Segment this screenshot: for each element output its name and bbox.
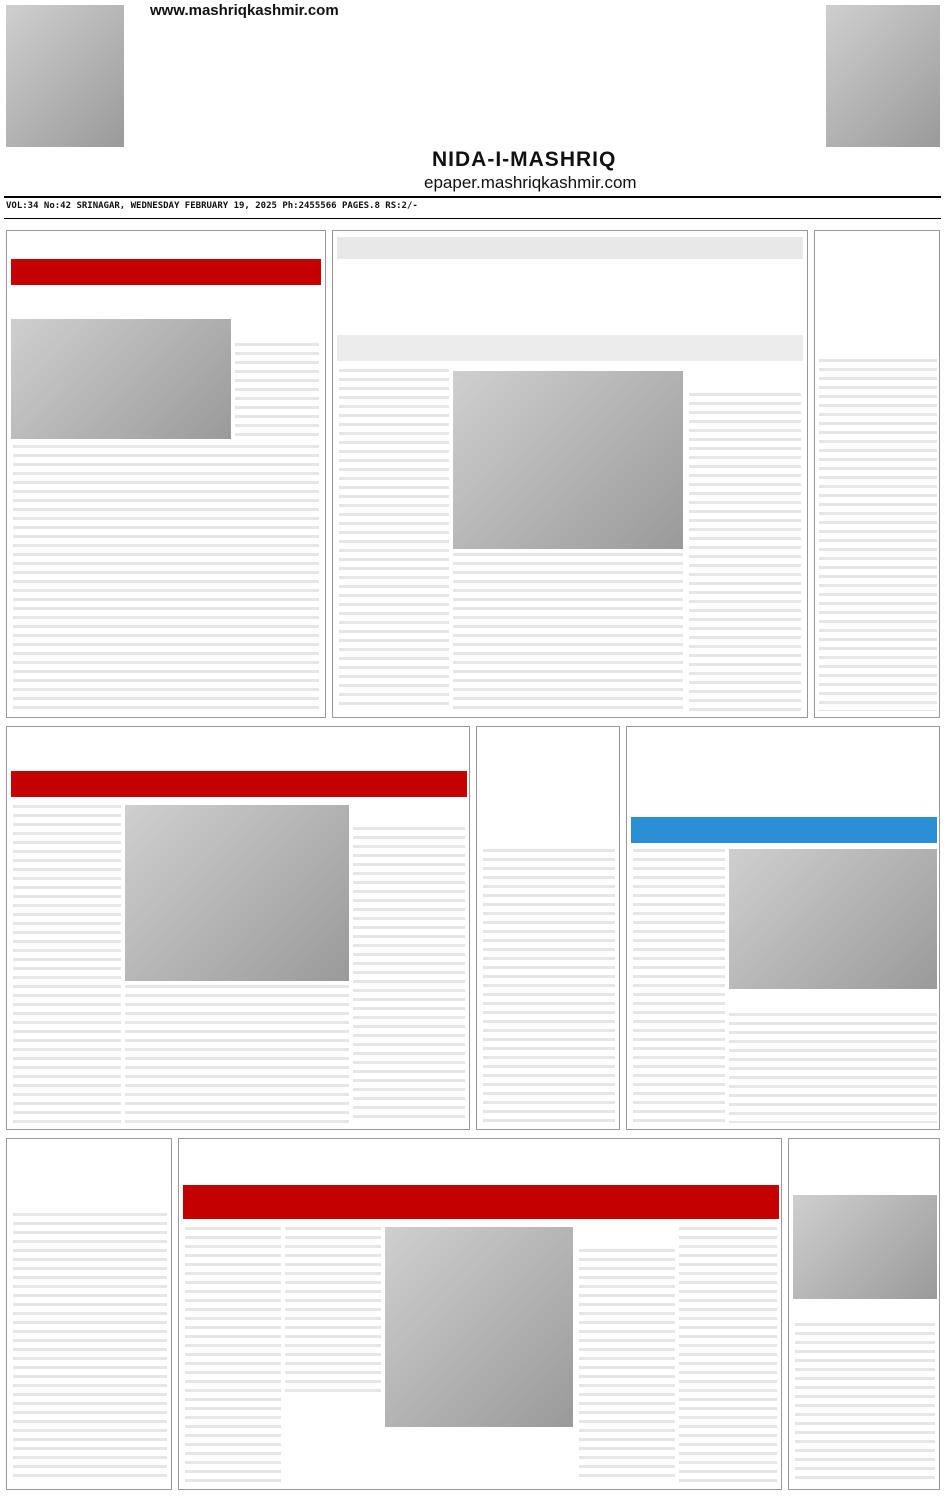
lead-subhead (337, 335, 803, 361)
lead-kicker (337, 237, 803, 259)
mid-center-body (483, 849, 615, 1123)
bottom-center-col-3 (579, 1249, 675, 1483)
masthead-rule (4, 196, 941, 198)
sidebar-headline-1 (819, 237, 937, 257)
mid-left-col-1 (13, 805, 121, 1123)
body-text (235, 343, 319, 439)
mid-left-photo-press (125, 805, 349, 981)
dateline-rule (4, 218, 941, 219)
latin-masthead-title: NIDA-I-MASHRIQ (432, 148, 617, 171)
bottom-center-headline (183, 1143, 779, 1183)
bottom-center-col-2 (285, 1227, 381, 1397)
article-bottom-center (178, 1138, 782, 1490)
mid-center-dateline (481, 829, 617, 845)
lead-col-right (689, 393, 801, 711)
mid-center-headline-3 (481, 803, 617, 823)
bottom-center-caption (285, 1431, 573, 1483)
bottom-right-photo-cash (793, 1195, 937, 1299)
tagline-left (226, 54, 296, 80)
article-mid-right (626, 726, 940, 1130)
masthead-photo-left (6, 5, 124, 147)
mid-left-headline (11, 731, 467, 767)
box-left (150, 163, 410, 191)
article-mid-center (476, 726, 620, 1130)
website-url[interactable]: www.mashriqkashmir.com (150, 2, 339, 19)
mid-left-subhead-bar (11, 771, 467, 797)
bottom-center-subhead (183, 1185, 779, 1197)
mid-right-body (729, 1013, 937, 1123)
body-text-columns (13, 445, 319, 711)
sidebar-headline-2 (819, 281, 937, 301)
bottom-left-headline-2 (11, 1167, 169, 1189)
dateline-right (520, 200, 940, 216)
dateline-left: VOL:34 No:42 SRINAGAR, WEDNESDAY FEBRUARY 19, 2025 Ph:2455566 PAGES.8 RS:2/- (6, 201, 418, 211)
bottom-right-body (795, 1323, 935, 1483)
lead-photo-dry-river (453, 371, 683, 549)
subhead-bar (11, 259, 321, 285)
bottom-center-photo-signing (385, 1227, 573, 1427)
bottom-right-dateline (793, 1303, 937, 1319)
bottom-left-body (13, 1213, 167, 1483)
mid-left-col-3 (353, 827, 465, 1123)
article-top-left (6, 230, 326, 718)
bottom-left-dateline (11, 1193, 169, 1209)
photo-meeting (11, 319, 231, 439)
sidebar-headline-3 (819, 317, 937, 337)
mid-left-dateline (353, 807, 465, 823)
sidebar-body (819, 359, 937, 711)
mid-left-col-2 (125, 985, 349, 1123)
bottom-left-headline-1 (11, 1145, 169, 1165)
masthead-photo-right (826, 5, 940, 147)
article-bottom-left (6, 1138, 172, 1490)
urdu-masthead-title (300, 20, 690, 150)
mid-right-photo-snow (729, 849, 937, 989)
mid-right-headline (631, 739, 937, 773)
article-lead (332, 230, 808, 718)
headline (13, 235, 319, 257)
bottom-center-col-4 (679, 1227, 777, 1483)
mid-center-headline-1 (481, 731, 617, 751)
bottom-center-col-1 (185, 1227, 281, 1483)
article-mid-left (6, 726, 470, 1130)
bottom-right-headline-1 (793, 1145, 937, 1165)
lead-dateline (689, 373, 801, 389)
epaper-url[interactable]: epaper.mashriqkashmir.com (424, 173, 637, 192)
bottom-center-subhead-bar (183, 1185, 779, 1219)
bottom-right-headline-2 (793, 1169, 937, 1191)
article-bottom-right (788, 1138, 940, 1490)
sidebar-dateline (819, 341, 937, 357)
mid-center-headline-2 (481, 767, 617, 787)
box-right (700, 163, 940, 191)
subhead (11, 259, 321, 267)
mid-right-subhead-bar (631, 817, 937, 843)
mid-left-subhead (11, 771, 467, 779)
article-top-right-sidebar (814, 230, 940, 718)
mid-right-col-left (633, 849, 725, 1123)
mid-right-subhead (631, 817, 937, 825)
mid-right-dateline (729, 993, 937, 1009)
dateline (237, 323, 317, 339)
tagline-right (700, 48, 810, 74)
bottom-center-dateline (579, 1229, 675, 1245)
lead-headline (337, 267, 803, 331)
lead-col-left (339, 369, 449, 711)
lead-col-mid (453, 553, 683, 711)
